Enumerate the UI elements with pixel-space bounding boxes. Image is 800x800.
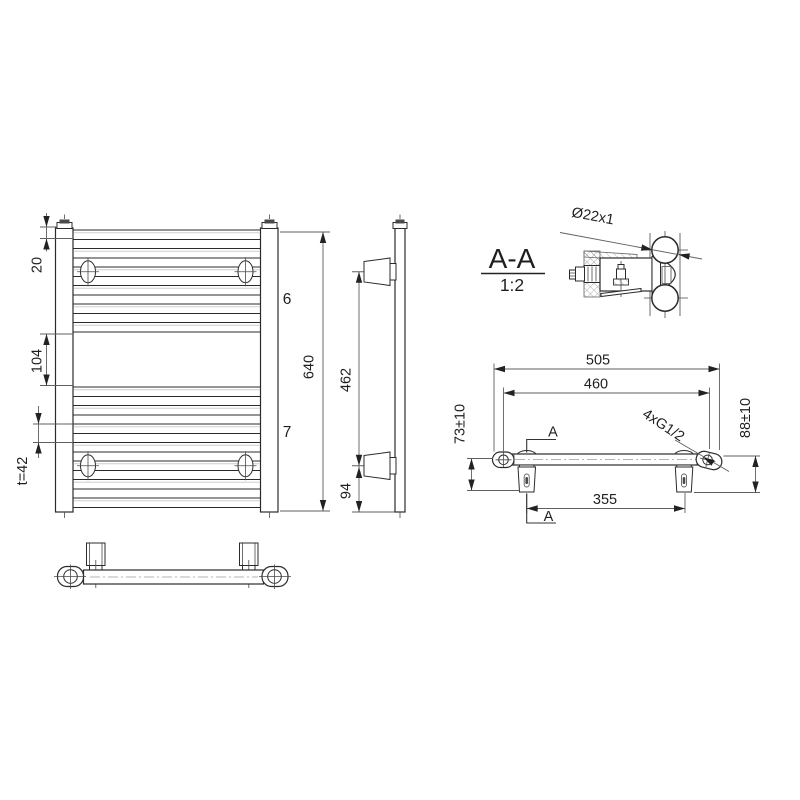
side-vent-cap bbox=[393, 220, 407, 229]
section-scale: 1:2 bbox=[499, 275, 525, 295]
dimension-bracket-span bbox=[339, 272, 363, 466]
dim-label-104: 104 bbox=[29, 348, 46, 374]
dim-label-640: 640 bbox=[301, 354, 318, 380]
section-marker-top bbox=[527, 425, 558, 453]
rail-centerline-ticks bbox=[65, 215, 270, 519]
top-view-left-bracket bbox=[518, 465, 536, 492]
dim-label-94: 94 bbox=[338, 482, 355, 500]
dim-label-355: 355 bbox=[592, 492, 618, 508]
right-vent-cap bbox=[262, 220, 277, 229]
bottom-right-pipe-end bbox=[259, 565, 291, 590]
side-bracket-top bbox=[364, 258, 396, 286]
dim-label-tube: Ø22x1 bbox=[570, 204, 616, 229]
left-vent-cap bbox=[57, 220, 72, 229]
dimension-overall-width bbox=[494, 353, 720, 452]
tube-group-bottom bbox=[73, 387, 261, 508]
section-title: A-A bbox=[488, 243, 536, 274]
side-view bbox=[339, 215, 408, 519]
section-marker-top-label: A bbox=[548, 424, 558, 441]
dimension-right-depth bbox=[694, 398, 760, 493]
side-bracket-bottom bbox=[364, 452, 396, 480]
dim-label-88: 88±10 bbox=[738, 397, 754, 439]
tube-section-bottom bbox=[652, 285, 678, 311]
wall-plug bbox=[570, 266, 601, 283]
bottom-left-pipe-end bbox=[54, 565, 86, 590]
top-view bbox=[453, 353, 761, 526]
dim-label-20: 20 bbox=[29, 256, 46, 274]
dimension-tube-diameter bbox=[560, 205, 702, 260]
right-rail bbox=[261, 228, 279, 512]
dim-label-460: 460 bbox=[583, 376, 609, 393]
tube-count-top-label: 6 bbox=[282, 291, 292, 308]
front-view bbox=[15, 213, 330, 518]
tube-count-bottom-label: 7 bbox=[282, 424, 292, 441]
dimension-left-depth bbox=[453, 404, 520, 491]
dim-label-connections: 4xG1/2 bbox=[639, 406, 688, 446]
left-pipe-end bbox=[493, 452, 515, 468]
dim-label-73: 73±10 bbox=[452, 403, 469, 445]
dim-label-505: 505 bbox=[585, 352, 611, 369]
tube-group-top bbox=[73, 230, 261, 332]
dim-label-462: 462 bbox=[338, 367, 355, 393]
top-view-right-bracket bbox=[675, 465, 693, 492]
dim-label-t42: t=42 bbox=[15, 456, 31, 486]
section-marker-bottom-label: A bbox=[543, 509, 554, 525]
dimension-bottom-offset bbox=[339, 466, 363, 512]
left-rail bbox=[56, 228, 74, 512]
dimension-height bbox=[280, 232, 330, 511]
section-detail bbox=[481, 205, 702, 318]
bottom-view bbox=[54, 543, 291, 589]
